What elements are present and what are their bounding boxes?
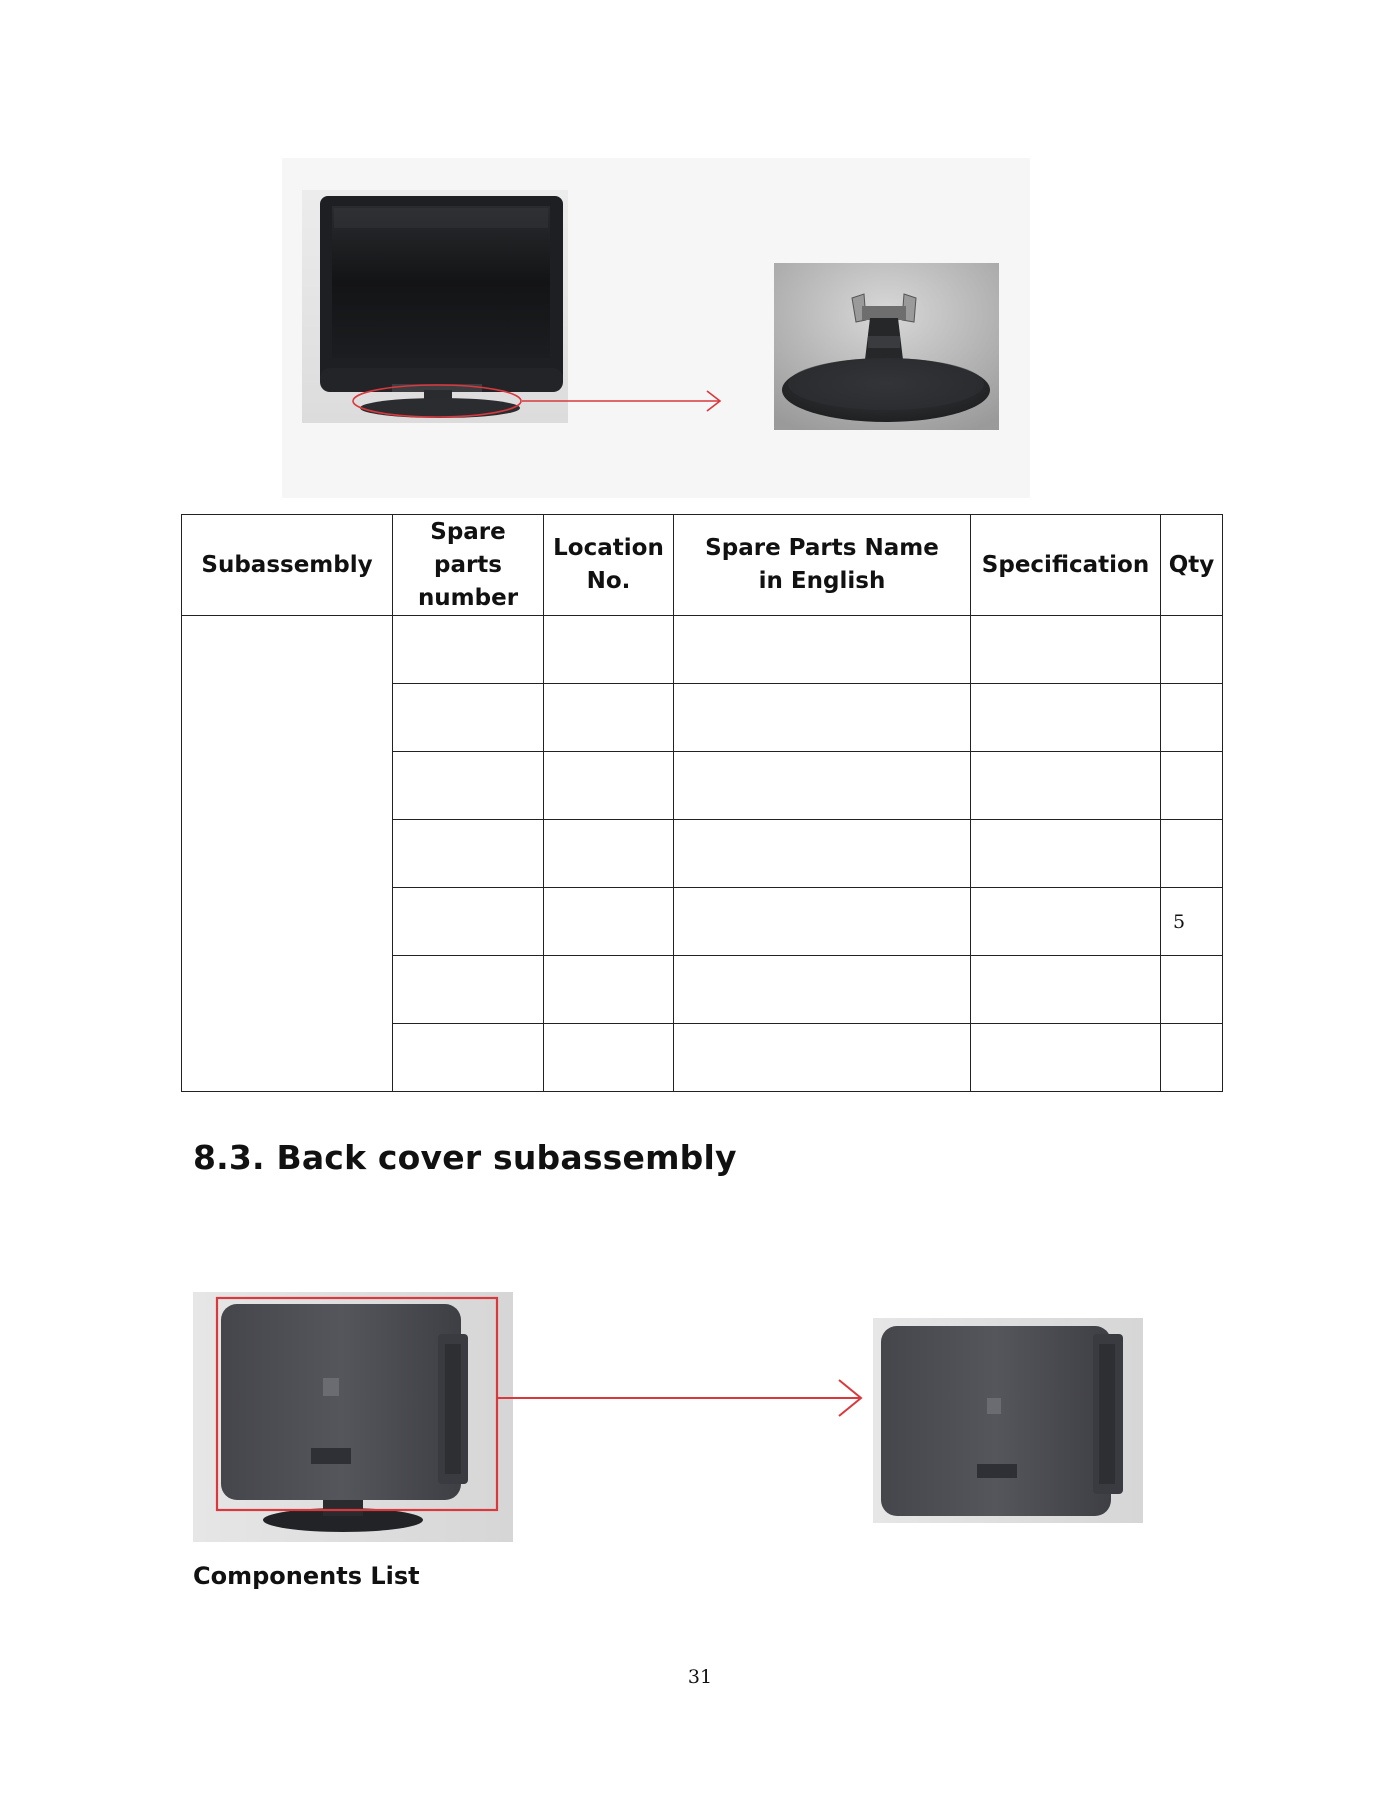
spare-parts-name-cell [674, 616, 971, 684]
spare-parts-number-cell [393, 820, 544, 888]
qty-cell: 5 [1161, 888, 1223, 956]
qty-cell [1161, 684, 1223, 752]
spare-parts-number-cell [393, 956, 544, 1024]
table-header-row [182, 515, 1223, 616]
spare-parts-name-cell [674, 820, 971, 888]
spare-parts-name-cell [674, 684, 971, 752]
header-location-no: Location No. [544, 515, 674, 616]
page-number: 31 [687, 1666, 713, 1688]
location-no-cell [544, 820, 674, 888]
specification-cell [971, 820, 1161, 888]
stand-photo [774, 263, 999, 430]
back-cover-disassembly-figure [193, 1268, 1173, 1548]
header-subassembly: Subassembly [182, 515, 393, 616]
location-no-cell [544, 888, 674, 956]
location-no-cell [544, 1024, 674, 1092]
stand-disassembly-figure [282, 158, 1030, 498]
back-cover-figure-svg [193, 1268, 1173, 1548]
specification-cell [971, 684, 1161, 752]
spare-parts-name-cell [674, 1024, 971, 1092]
subassembly-cell [182, 616, 393, 1092]
specification-cell [971, 752, 1161, 820]
specification-cell [971, 616, 1161, 684]
back-cover-photo [873, 1318, 1143, 1523]
section-heading: 8.3. Back cover subassembly [193, 1138, 737, 1177]
specification-cell [971, 888, 1161, 956]
header-qty: Qty [1161, 515, 1223, 616]
qty-cell [1161, 616, 1223, 684]
tv-with-stand-photo [302, 190, 568, 423]
spare-parts-number-cell [393, 752, 544, 820]
spare-parts-number-cell [393, 1024, 544, 1092]
spare-parts-number-cell [393, 888, 544, 956]
tv-back-photo [193, 1292, 513, 1542]
specification-cell [971, 956, 1161, 1024]
header-spare-parts-number: Spare parts number [393, 515, 544, 616]
location-no-cell [544, 752, 674, 820]
specification-cell [971, 1024, 1161, 1092]
spare-parts-name-cell [674, 752, 971, 820]
spare-parts-name-cell [674, 956, 971, 1024]
header-spare-parts-name: Spare Parts Name in English [674, 515, 971, 616]
spare-parts-number-cell [393, 616, 544, 684]
qty-cell [1161, 1024, 1223, 1092]
arrow-right-icon [497, 1380, 861, 1416]
qty-cell [1161, 956, 1223, 1024]
location-no-cell [544, 616, 674, 684]
spare-parts-name-cell [674, 888, 971, 956]
stand-figure-svg [282, 158, 1030, 498]
spare-parts-table [181, 514, 1223, 1092]
qty-cell [1161, 820, 1223, 888]
qty-cell [1161, 752, 1223, 820]
components-list-label: Components List [193, 1562, 420, 1590]
table-row [182, 616, 1223, 684]
location-no-cell [544, 684, 674, 752]
spare-parts-number-cell [393, 684, 544, 752]
header-specification: Specification [971, 515, 1161, 616]
location-no-cell [544, 956, 674, 1024]
